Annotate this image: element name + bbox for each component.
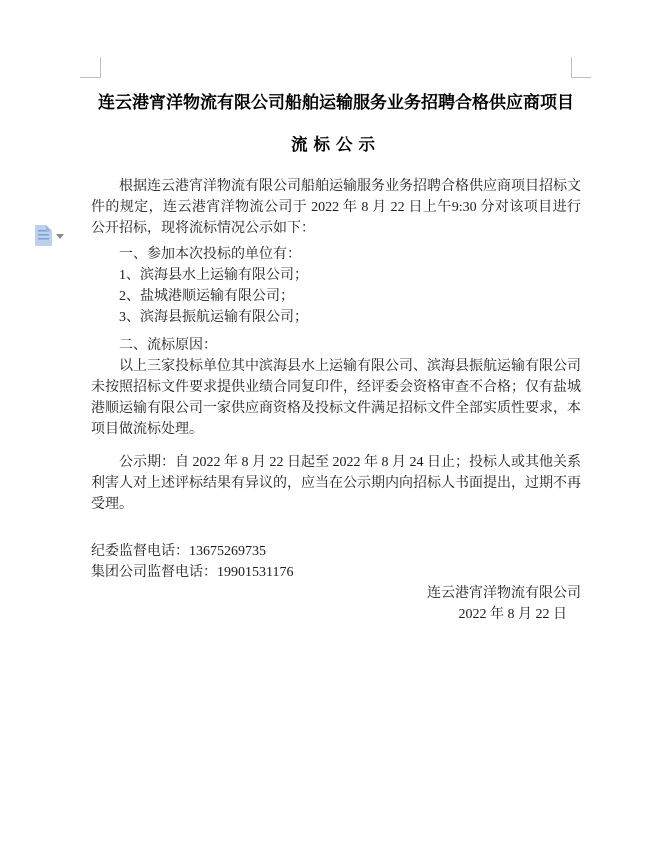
contact-line: 纪委监督电话：13675269735 bbox=[91, 544, 266, 559]
margin-corner-top-right bbox=[571, 57, 591, 78]
section-reason bbox=[91, 335, 581, 440]
document-subtitle: 流标公示 bbox=[291, 135, 381, 154]
section1-heading: 一、参加本次投标的单位有： bbox=[119, 247, 301, 262]
section2-heading: 二、流标原因： bbox=[119, 338, 217, 353]
contact-block bbox=[91, 541, 581, 583]
dropdown-arrow-icon[interactable] bbox=[56, 234, 64, 239]
margin-corner-top-left bbox=[80, 57, 101, 78]
bidder-list-item: 1、滨海县水上运输有限公司； bbox=[119, 268, 308, 283]
reason-paragraph: 以上三家投标单位其中滨海县水上运输有限公司、滨海县振航运输有限公司未按照招标文件要求提供业绩合同复印件，经评委会资格审查不合格；仅有盐城港顺运输有限公司一家供应商资格及投标文件满足招标文件全部实质性要求，本项目做流标处理。 bbox=[91, 359, 581, 437]
signature-block bbox=[91, 583, 581, 625]
paste-options-button[interactable] bbox=[35, 225, 64, 246]
bidder-list-item: 2、盐城港顺运输有限公司； bbox=[119, 289, 294, 304]
bidder-list-item: 3、滨海县振航运输有限公司； bbox=[119, 310, 308, 325]
paste-options-document-icon[interactable] bbox=[35, 225, 52, 246]
intro-paragraph: 根据连云港宵洋物流有限公司船舶运输服务业务招聘合格供应商项目招标文件的规定，连云港宵洋物流公司于 2022 年 8 月 22 日上午9:30 分对该项目进行公开招标，现将流标情况公示如下： bbox=[91, 179, 581, 236]
signature-company: 连云港宵洋物流有限公司 bbox=[427, 586, 581, 601]
section-bidders bbox=[91, 244, 581, 328]
contact-line: 集团公司监督电话：19901531176 bbox=[91, 565, 294, 580]
document-text-lines bbox=[38, 230, 49, 242]
document-title: 连云港宵洋物流有限公司船舶运输服务业务招聘合格供应商项目 bbox=[98, 93, 574, 112]
document-fold-corner bbox=[46, 225, 52, 231]
notice-period-paragraph: 公示期：自 2022 年 8 月 22 日起至 2022 年 8 月 24 日止；投标人或其他关系利害人对上述评标结果有异议的，应当在公示期内向招标人书面提出，过期不再受理。 bbox=[91, 455, 581, 512]
signature-date: 2022 年 8 月 22 日 bbox=[458, 607, 567, 622]
